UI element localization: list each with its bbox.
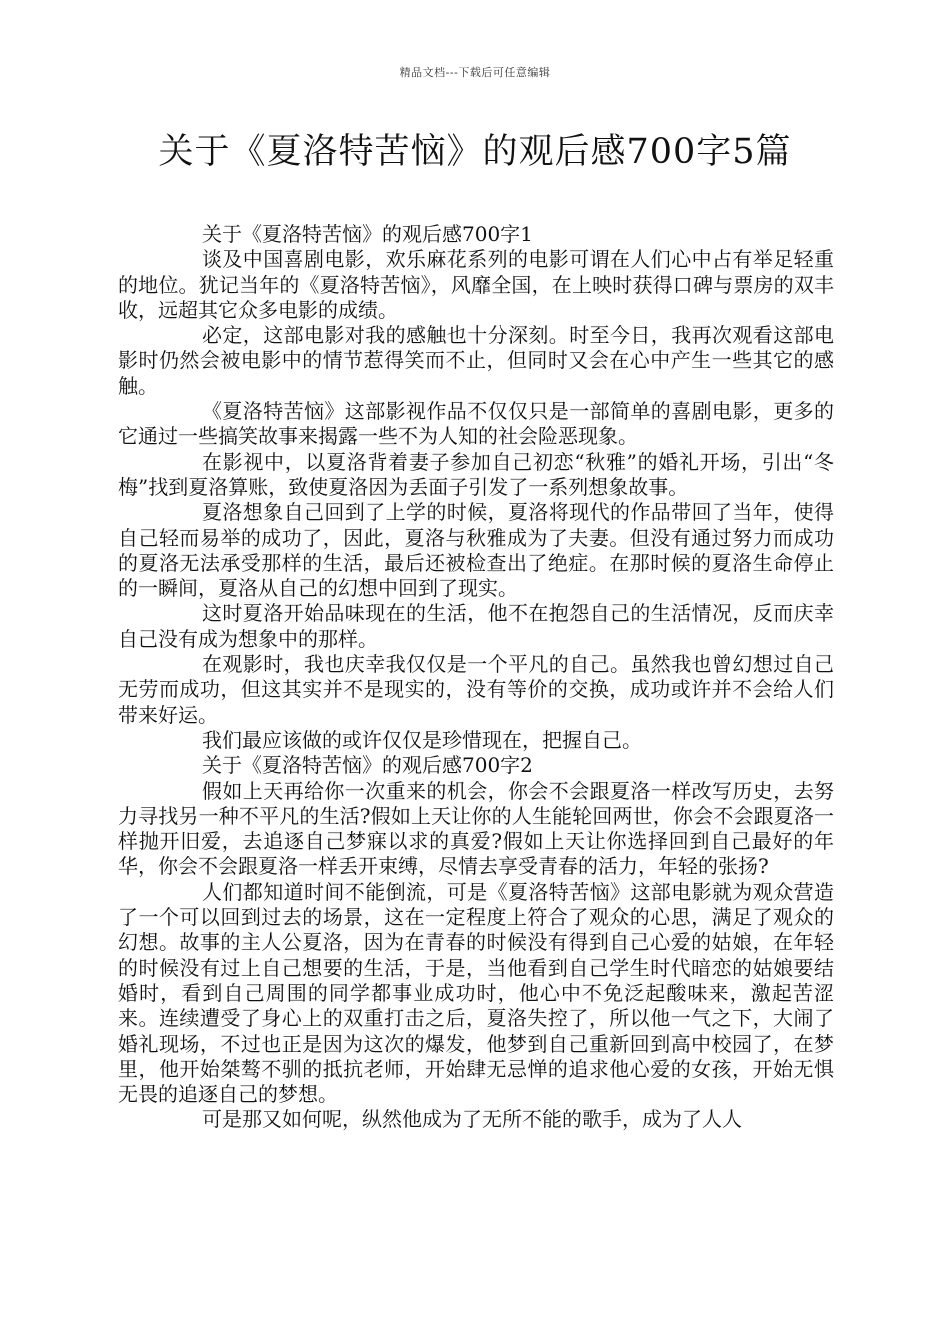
paragraph: 《夏洛特苦恼》这部影视作品不仅仅只是一部简单的喜剧电影，更多的它通过一些搞笑故事来揭露一些不为人知的社会险恶现象。 bbox=[118, 399, 834, 449]
section-heading-2: 关于《夏洛特苦恼》的观后感700字2 bbox=[202, 753, 533, 778]
paragraph: 在影视中，以夏洛背着妻子参加自己初恋“秋雅”的婚礼开场，引出“冬梅”找到夏洛算账，致使夏洛因为丢面子引发了一系列想象故事。 bbox=[118, 449, 834, 499]
paragraph: 这时夏洛开始品味现在的生活，他不在抱怨自己的生活情况，反而庆幸自己没有成为想象中的那样。 bbox=[118, 601, 834, 651]
paragraph: 可是那又如何呢，纵然他成为了无所不能的歌手，成为了人人 bbox=[202, 1107, 742, 1132]
paragraph: 人们都知道时间不能倒流，可是《夏洛特苦恼》这部电影就为观众营造了一个可以回到过去的场景，这在一定程度上符合了观众的心思，满足了观众的幻想。故事的主人公夏洛，因为在青春的时候没有得到自己心爱的姑娘，在年轻的时候没有过上自己想要的生活，于是，当他看到自己学生时代暗恋的姑娘要结婚时，看到自己周围的同学都事业成功时，他心中不免泛起酸味来，激起苦涩来。连续遭受了身心上的双重打击之后，夏洛失控了，所以他一气之下，大闹了婚礼现场，不过也正是因为这次的爆发，他梦到自己重新回到高中校园了，在梦里，他开始桀骜不驯的抵抗老师，开始肆无忌惮的追求他心爱的女孩，开始无惧无畏的追逐自己的梦想。 bbox=[118, 879, 834, 1107]
paragraph: 我们最应该做的或许仅仅是珍惜现在，把握自己。 bbox=[202, 727, 642, 752]
document-title: 关于《夏洛特苦恼》的观后感700字5篇 bbox=[158, 132, 792, 172]
paragraph: 必定，这部电影对我的感触也十分深刻。时至今日，我再次观看这部电影时仍然会被电影中的情节惹得笑而不止，但同时又会在心中产生一些其它的感触。 bbox=[118, 323, 834, 398]
section-heading-1: 关于《夏洛特苦恼》的观后感700字1 bbox=[202, 222, 533, 246]
paragraph: 在观影时，我也庆幸我仅仅是一个平凡的自己。虽然我也曾幻想过自己无劳而成功，但这其实并不是现实的，没有等价的交换，成功或许并不会给人们带来好运。 bbox=[118, 652, 834, 727]
paragraph: 谈及中国喜剧电影，欢乐麻花系列的电影可谓在人们心中占有举足轻重的地位。犹记当年的《夏洛特苦恼》，风靡全国，在上映时获得口碑与票房的双丰收，远超其它众多电影的成绩。 bbox=[118, 247, 834, 322]
header-note: 精品文档---下载后可任意编辑 bbox=[399, 66, 551, 79]
paragraph: 假如上天再给你一次重来的机会，你会不会跟夏洛一样改写历史，去努力寻找另一种不平凡的生活?假如上天让你的人生能轮回两世，你会不会跟夏洛一样抛开旧爱，去追逐自己梦寐以求的真爱?假如上天让你选择回到自己最好的年华，你会不会跟夏洛一样丢开束缚，尽情去享受青春的活力，年轻的张扬? bbox=[118, 778, 834, 879]
document-body bbox=[118, 222, 834, 1133]
paragraph: 夏洛想象自己回到了上学的时候，夏洛将现代的作品带回了当年，使得自己轻而易举的成功了，因此，夏洛与秋雅成为了夫妻。但没有通过努力而成功的夏洛无法承受那样的生活，最后还被检查出了绝症。在那时候的夏洛生命停止的一瞬间，夏洛从自己的幻想中回到了现实。 bbox=[118, 500, 834, 601]
